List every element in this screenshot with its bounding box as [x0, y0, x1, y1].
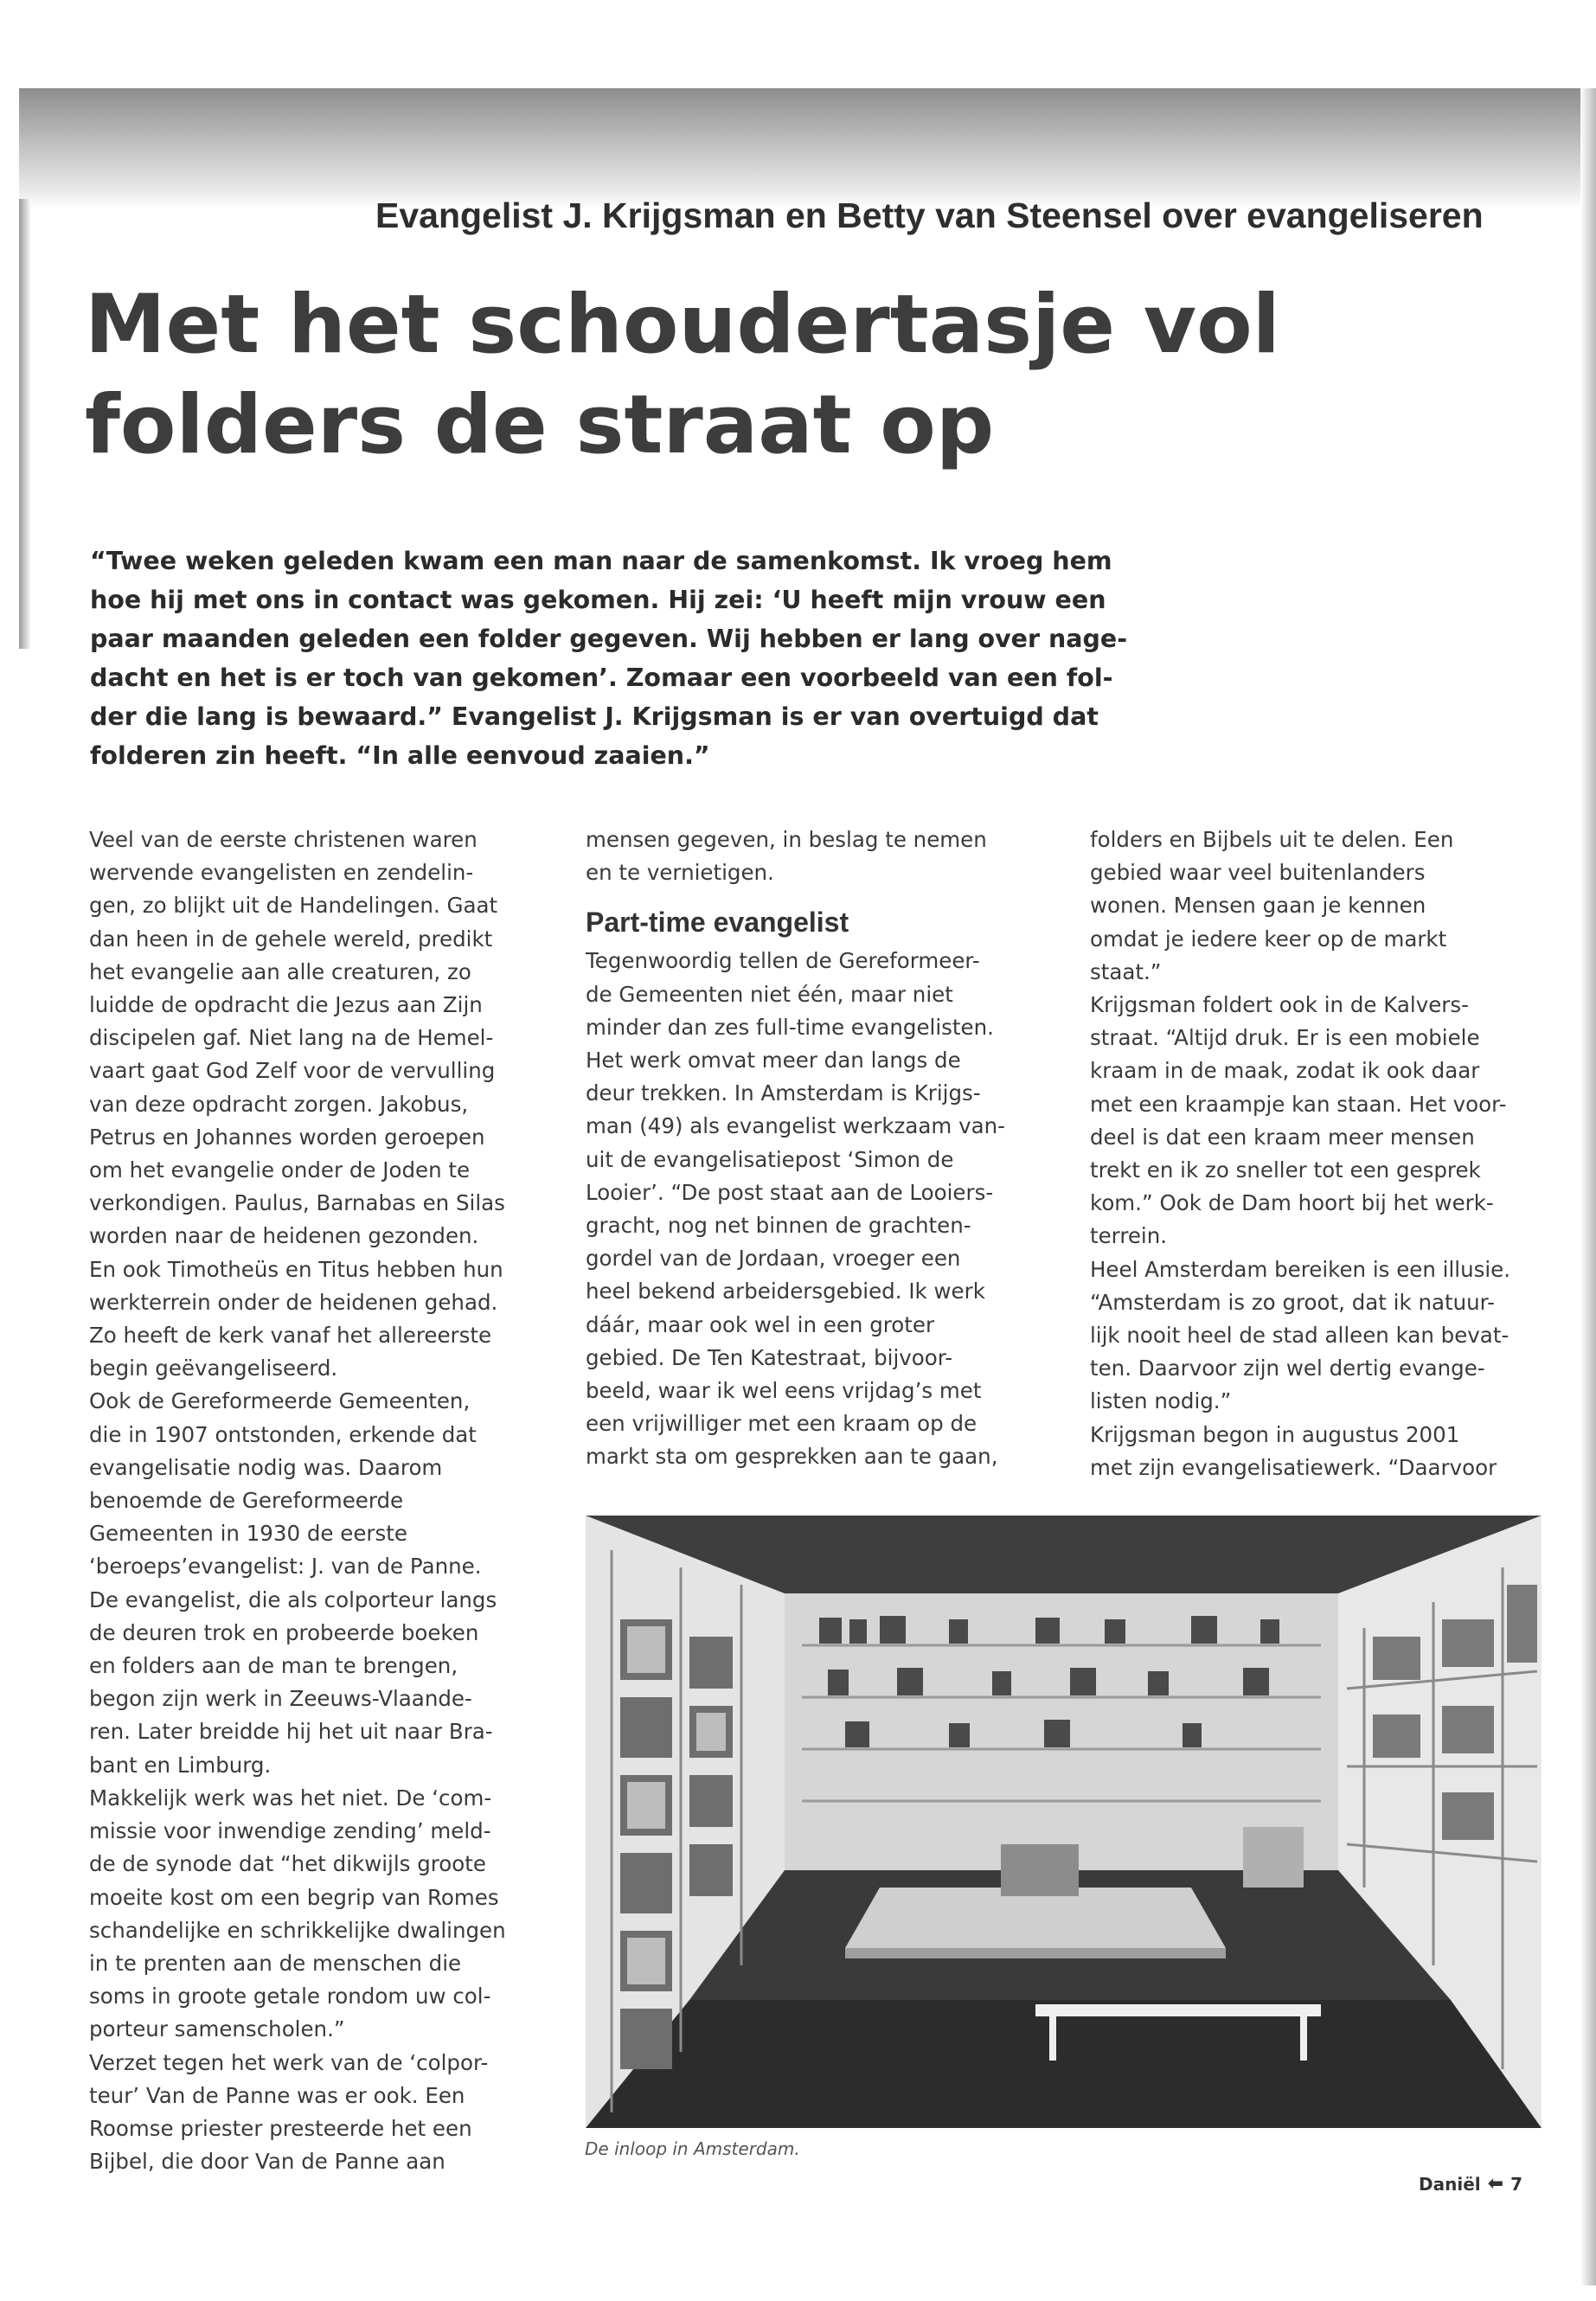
body-line: kom.” Ook de Dam hoort bij het werk- — [1090, 1190, 1494, 1216]
lead-line: der die lang is bewaard.” Evangelist J. Krijgsman is er van overtuigd dat — [90, 702, 1099, 731]
body-line: missie voor inwendige zending’ meld- — [89, 1818, 491, 1844]
body-line: met zijn evangelisatiewerk. “Daarvoor — [1090, 1454, 1497, 1480]
body-line: man (49) als evangelist werkzaam van- — [586, 1113, 1005, 1139]
body-line: ren. Later breidde hij het uit naar Bra- — [89, 1719, 493, 1745]
body-line: Het werk omvat meer dan langs de — [586, 1048, 961, 1074]
body-line: teur’ Van de Panne was er ook. Een — [89, 2082, 465, 2108]
body-line: gen, zo blijkt uit de Handelingen. Gaat — [89, 893, 498, 919]
body-column-1 — [89, 824, 574, 2178]
magazine-name: Daniël — [1419, 2173, 1481, 2195]
body-line: begin geëvangeliseerd. — [89, 1356, 338, 1381]
body-line: En ook Timotheüs en Titus hebben hun — [89, 1256, 503, 1282]
page-footer — [1419, 2173, 1548, 2195]
body-line: Makkelijk werk was het niet. De ‘com- — [89, 1785, 492, 1811]
scan-shadow-left — [19, 199, 31, 649]
body-line: verkondigen. Paulus, Barnabas en Silas — [89, 1190, 505, 1216]
left-arrow-icon: ⬅ — [1487, 2173, 1504, 2195]
body-line: begon zijn werk in Zeeuws-Vlaande- — [89, 1686, 472, 1712]
body-line: minder dan zes full-time evangelisten. — [586, 1014, 994, 1040]
body-line: evangelisatie nodig was. Daarom — [89, 1454, 443, 1480]
photo-bookshop-interior — [586, 1516, 1542, 2128]
body-line: die in 1907 ontstonden, erkende dat — [89, 1421, 477, 1447]
body-line: wonen. Mensen gaan je kennen — [1090, 893, 1426, 919]
body-line: Zo heeft de kerk vanaf het allereerste — [89, 1323, 492, 1349]
body-line: mensen gegeven, in beslag te nemen — [586, 827, 987, 852]
body-line: heel bekend arbeidersgebied. Ik werk — [586, 1279, 985, 1304]
body-line: Bijbel, die door Van de Panne aan — [89, 2149, 445, 2175]
body-line: Ook de Gereformeerde Gemeenten, — [89, 1388, 471, 1414]
body-column-3 — [1090, 824, 1557, 1484]
body-line: discipelen gaf. Niet lang na de Hemel- — [89, 1025, 494, 1051]
body-line: ‘beroeps’evangelist: J. van de Panne. — [89, 1554, 482, 1580]
body-line: een vrijwilliger met een kraam op de — [586, 1411, 977, 1437]
bookshop-photo-illustration — [586, 1516, 1542, 2128]
body-line: ten. Daarvoor zijn wel dertig evange- — [1090, 1356, 1485, 1381]
column-2-intro — [586, 824, 1053, 889]
body-line: gordel van de Jordaan, vroeger een — [586, 1246, 961, 1272]
body-line: terrein. — [1090, 1223, 1168, 1249]
body-line: straat. “Altijd druk. Er is een mobiele — [1090, 1025, 1480, 1051]
body-line: Petrus en Johannes worden geroepen — [89, 1124, 485, 1150]
body-line: de deuren trok en probeerde boeken — [89, 1619, 479, 1645]
body-column-2 — [586, 824, 1053, 1474]
body-line: kraam in de maak, zodat ik ook daar — [1090, 1058, 1480, 1084]
body-line: gebied. De Ten Katestraat, bijvoor- — [586, 1344, 953, 1370]
body-line: listen nodig.” — [1090, 1388, 1232, 1414]
body-line: van deze opdracht zorgen. Jakobus, — [89, 1091, 469, 1117]
body-line: Heel Amsterdam bereiken is een illusie. — [1090, 1256, 1511, 1282]
body-line: markt sta om gesprekken aan te gaan, — [586, 1444, 998, 1470]
body-line: met een kraampje kan staan. Het voor- — [1090, 1091, 1507, 1117]
article-kicker: Evangelist J. Krijgsman en Betty van Steensel over evangeliseren — [375, 195, 1484, 235]
body-line: trekt en ik zo sneller tot een gesprek — [1090, 1157, 1481, 1183]
body-line: Gemeenten in 1930 de eerste — [89, 1521, 407, 1547]
body-line: gebied waar veel buitenlanders — [1090, 860, 1426, 886]
body-line: Roomse priester presteerde het een — [89, 2115, 472, 2141]
scan-shadow-right — [1580, 88, 1596, 2285]
body-line: Verzet tegen het werk van de ‘colpor- — [89, 2049, 489, 2075]
body-line: De evangelist, die als colporteur langs — [89, 1586, 497, 1612]
body-line: soms in groote getale rondom uw col- — [89, 1984, 491, 2009]
body-line: “Amsterdam is zo groot, dat ik natuur- — [1090, 1289, 1496, 1315]
body-line: en folders aan de man te brengen, — [89, 1653, 458, 1679]
body-line: het evangelie aan alle creaturen, zo — [89, 958, 471, 984]
body-line: Looier’. “De post staat aan de Looiers- — [586, 1179, 994, 1205]
body-line: werkterrein onder de heidenen gehad. — [89, 1289, 498, 1315]
lead-line: folderen zin heeft. “In alle eenvoud zaaien.” — [90, 741, 710, 770]
body-line: gracht, nog net binnen de grachten- — [586, 1213, 971, 1239]
body-line: staat.” — [1090, 958, 1162, 984]
body-line: dáár, maar ook wel in een groter — [586, 1311, 935, 1337]
article-lead — [90, 542, 1128, 775]
body-line: in te prenten aan de menschen die — [89, 1950, 462, 1976]
body-line: folders en Bijbels uit te delen. Een — [1090, 827, 1454, 852]
column-2-body — [586, 945, 1053, 1473]
body-line: deur trekken. In Amsterdam is Krijgs- — [586, 1080, 981, 1106]
page-number: 7 — [1510, 2173, 1522, 2195]
body-line: Tegenwoordig tellen de Gereformeer- — [586, 948, 980, 974]
body-line: Krijgsman begon in augustus 2001 — [1090, 1421, 1460, 1447]
subheading-part-time-evangelist: Part-time evangelist — [586, 907, 849, 939]
body-line: beeld, waar ik wel eens vrijdag’s met — [586, 1378, 982, 1404]
body-line: lijk nooit heel de stad alleen kan bevat- — [1090, 1323, 1509, 1349]
body-line: bant en Limburg. — [89, 1752, 272, 1778]
lead-line: “Twee weken geleden kwam een man naar de samenkomst. Ik vroeg hem — [90, 547, 1112, 575]
body-line: omdat je iedere keer op de markt — [1090, 926, 1447, 952]
title-line: Met het schoudertasje vol — [85, 278, 1280, 372]
body-line: porteur samenscholen.” — [89, 2016, 345, 2042]
body-line: vaart gaat God Zelf voor de vervulling — [89, 1058, 496, 1084]
body-line: moeite kost om een begrip van Romes — [89, 1884, 499, 1910]
body-line: de de synode dat “het dikwijls groote — [89, 1851, 486, 1877]
lead-line: hoe hij met ons in contact was gekomen. Hij zei: ‘U heeft mijn vrouw een — [90, 586, 1106, 614]
body-line: worden naar de heidenen gezonden. — [89, 1223, 479, 1249]
body-line: dan heen in de gehele wereld, predikt — [89, 926, 493, 952]
photo-caption: De inloop in Amsterdam. — [585, 2138, 800, 2159]
title-line: folders de straat op — [85, 378, 995, 472]
body-line: de Gemeenten niet één, maar niet — [586, 981, 953, 1007]
body-line: om het evangelie onder de Joden te — [89, 1157, 471, 1183]
article-title — [85, 275, 1313, 476]
body-line: en te vernietigen. — [586, 860, 774, 886]
body-line: schandelijke en schrikkelijke dwalingen — [89, 1917, 506, 1943]
body-line: uit de evangelisatiepost ‘Simon de — [586, 1146, 954, 1172]
body-line: Veel van de eerste christenen waren — [89, 827, 478, 852]
body-line: Krijgsman foldert ook in de Kalvers- — [1090, 992, 1469, 1018]
lead-line: dacht en het is er toch van gekomen’. Zomaar een voorbeeld van een fol- — [90, 663, 1113, 692]
lead-line: paar maanden geleden een folder gegeven. Wij hebben er lang over nage- — [90, 625, 1128, 653]
body-line: wervende evangelisten en zendelin- — [89, 860, 474, 886]
body-line: deel is dat een kraam meer mensen — [1090, 1124, 1475, 1150]
body-line: benoemde de Gereformeerde — [89, 1488, 404, 1514]
body-line: luidde de opdracht die Jezus aan Zijn — [89, 992, 483, 1018]
scan-shadow-top — [19, 88, 1596, 209]
